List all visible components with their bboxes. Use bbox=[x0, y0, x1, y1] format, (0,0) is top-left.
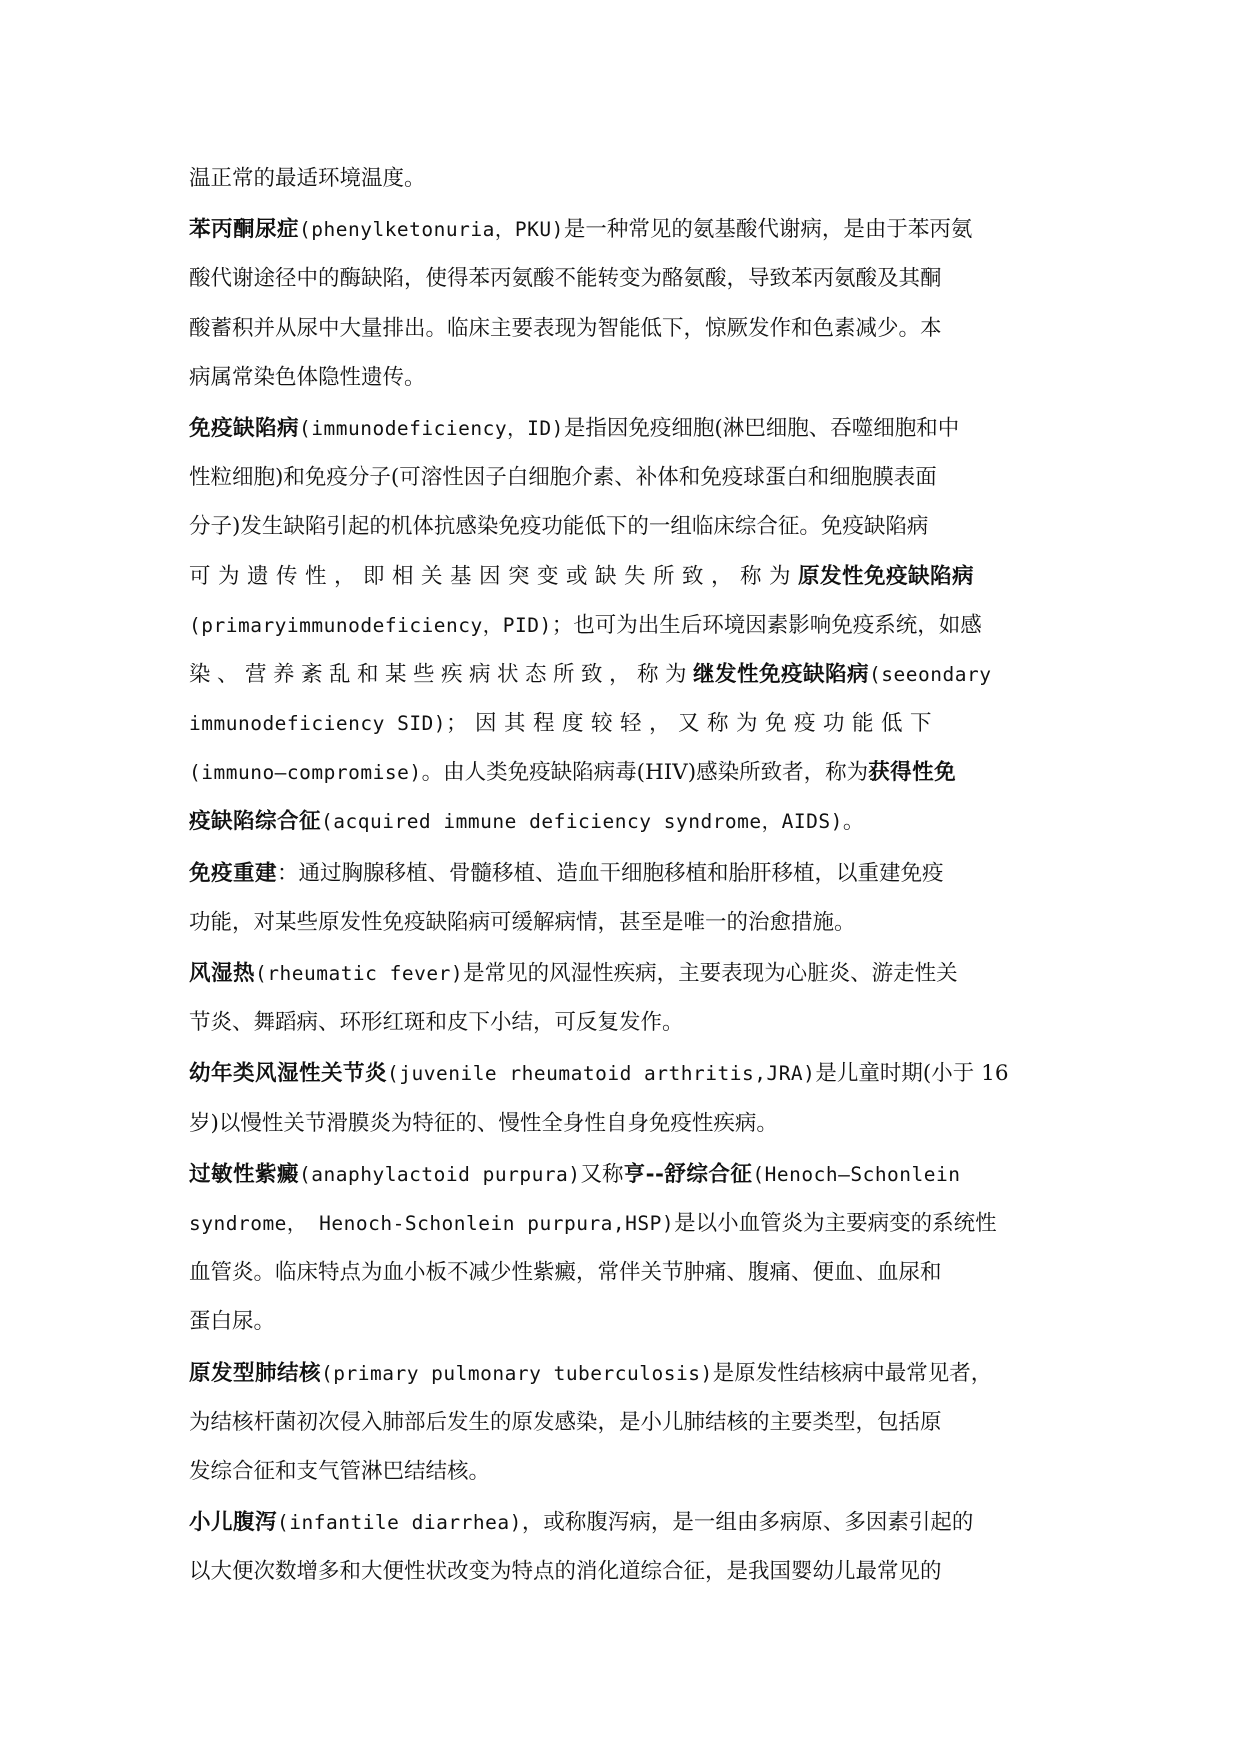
paragraph-text: 节炎、舞蹈病、环形红斑和皮下小结，可反复发作。 bbox=[189, 1010, 684, 1036]
text-line bbox=[189, 748, 1057, 797]
text-line bbox=[189, 205, 1057, 254]
text-line bbox=[189, 1447, 1057, 1496]
text-line bbox=[189, 502, 1057, 551]
paragraph-text: 是指因免疫细胞(淋巴细胞、吞噬细胞和中 bbox=[563, 415, 960, 441]
term-heading: 幼年类风湿性关节炎 bbox=[189, 1061, 388, 1087]
term-heading: 免疫缺陷病 bbox=[189, 415, 300, 441]
document-body bbox=[189, 154, 1057, 1596]
text-line bbox=[189, 453, 1057, 502]
text-line bbox=[189, 849, 1057, 898]
term-abbreviation: (acquired immune deficiency syndrome，AIDS) bbox=[321, 810, 843, 834]
term-abbreviation: (juvenile rheumatoid arthritis,JRA) bbox=[387, 1062, 816, 1086]
text-line bbox=[189, 1199, 1057, 1248]
term-heading: 原发型肺结核 bbox=[189, 1360, 322, 1386]
text-line bbox=[189, 1099, 1057, 1148]
term-abbreviation: (anaphylactoid purpura) bbox=[299, 1162, 581, 1186]
text-line bbox=[189, 304, 1057, 353]
paragraph-text: 染、营养紊乱和某些疾病状态所致，称为 bbox=[189, 661, 694, 687]
paragraph-text: 分子)发生缺陷引起的机体抗感染免疫功能低下的一组临床综合征。免疫缺陷病 bbox=[189, 514, 929, 540]
text-line bbox=[189, 898, 1057, 947]
paragraph-text: 是以小血管炎为主要病变的系统性 bbox=[674, 1210, 997, 1236]
text-line bbox=[189, 1150, 1057, 1199]
paragraph-text: 酸蓄积并从尿中大量排出。临床主要表现为智能低下，惊厥发作和色素减少。本 bbox=[189, 315, 942, 341]
paragraph-text: 。由人类免疫缺陷病毒(HIV)感染所致者，称为 bbox=[421, 760, 869, 786]
paragraph-text: ，或称腹泻病，是一组由多病原、多因素引起的 bbox=[521, 1510, 974, 1536]
paragraph-text: 发综合征和支气管淋巴结结核。 bbox=[189, 1458, 491, 1484]
text-line bbox=[189, 1248, 1057, 1297]
term-heading: 获得性免 bbox=[868, 760, 957, 786]
text-line bbox=[189, 998, 1057, 1047]
term-abbreviation: (immunodeficiency，ID) bbox=[299, 416, 564, 440]
term-heading: 过敏性紫癜 bbox=[189, 1161, 300, 1187]
paragraph-text: ；也可为出生后环境因素影响免疫系统，如感 bbox=[551, 612, 982, 638]
paragraph-text: 以大便次数增多和大便性状改变为特点的消化道综合征，是我国婴幼儿最常见的 bbox=[189, 1559, 942, 1585]
text-line bbox=[189, 949, 1057, 998]
text-line bbox=[189, 1349, 1057, 1398]
term-abbreviation: (primaryimmunodeficiency，PID) bbox=[189, 613, 552, 637]
text-line bbox=[189, 650, 1057, 699]
term-abbreviation: syndrome， Henoch-Schonlein purpura,HSP) bbox=[189, 1211, 675, 1235]
text-line bbox=[189, 1547, 1057, 1596]
text-line bbox=[189, 1049, 1057, 1098]
term-heading: 风湿热 bbox=[189, 961, 256, 986]
paragraph-text: 是儿童时期(小于 16 bbox=[815, 1061, 1009, 1087]
text-line bbox=[189, 1297, 1057, 1346]
term-abbreviation: (rheumatic fever) bbox=[255, 962, 464, 985]
paragraph-text: ；因其程度较轻，又称为免疫功能低下 bbox=[446, 711, 940, 737]
paragraph-text: 性粒细胞)和免疫分子(可溶性因子白细胞介素、补体和免疫球蛋白和细胞膜表面 bbox=[189, 465, 937, 491]
paragraph-text: 温正常的最适环境温度。 bbox=[189, 166, 426, 191]
paragraph-text: 功能，对某些原发性免疫缺陷病可缓解病情，甚至是唯一的治愈措施。 bbox=[189, 909, 856, 935]
term-heading: 疫缺陷综合征 bbox=[189, 809, 322, 835]
text-line bbox=[189, 601, 1057, 650]
text-line bbox=[189, 1498, 1057, 1547]
paragraph-text: 是原发性结核病中最常见者， bbox=[712, 1360, 993, 1386]
term-abbreviation: (phenylketonuria，PKU) bbox=[299, 218, 564, 242]
text-line bbox=[189, 353, 1057, 402]
text-line bbox=[189, 404, 1057, 453]
term-abbreviation: (seeondary bbox=[869, 662, 992, 686]
term-heading: 继发性免疫缺陷病 bbox=[693, 661, 870, 687]
paragraph-text: 酸代谢途径中的酶缺陷，使得苯丙氨酸不能转变为酪氨酸，导致苯丙氨酸及其酮 bbox=[189, 266, 942, 292]
term-heading: 免疫重建 bbox=[189, 860, 278, 886]
text-line bbox=[189, 797, 1057, 846]
term-heading: 原发性免疫缺陷病 bbox=[798, 563, 975, 589]
paragraph-text: 是一种常见的氨基酸代谢病，是由于苯丙氨 bbox=[563, 217, 973, 243]
text-line bbox=[189, 254, 1057, 303]
paragraph-text: 病属常染色体隐性遗传。 bbox=[189, 364, 426, 390]
paragraph-text: 蛋白尿。 bbox=[189, 1309, 276, 1335]
term-abbreviation: (infantile diarrhea) bbox=[277, 1511, 522, 1535]
text-line bbox=[189, 699, 1057, 748]
term-heading: 小儿腹泻 bbox=[189, 1510, 278, 1536]
paragraph-text: 可为遗传性，即相关基因突变或缺失所致，称为 bbox=[189, 563, 799, 589]
paragraph-text: 是常见的风湿性疾病，主要表现为心脏炎、游走性关 bbox=[463, 961, 958, 986]
term-abbreviation: (Henoch—Schonlein bbox=[752, 1162, 961, 1186]
paragraph-text: 岁)以慢性关节滑膜炎为特征的、慢性全身性自身免疫性疾病。 bbox=[189, 1110, 778, 1136]
text-line bbox=[189, 1398, 1057, 1447]
term-abbreviation: (immuno—compromise) bbox=[189, 761, 422, 785]
paragraph-text: ：通过胸腺移植、骨髓移植、造血干细胞移植和胎肝移植，以重建免疫 bbox=[277, 860, 944, 886]
text-line bbox=[189, 154, 1057, 203]
paragraph-text: 为结核杆菌初次侵入肺部后发生的原发感染，是小儿肺结核的主要类型，包括原 bbox=[189, 1409, 942, 1435]
term-heading: 苯丙酮尿症 bbox=[189, 217, 300, 243]
paragraph-text: 血管炎。临床特点为血小板不减少性紫癜，常伴关节肿痛、腹痛、便血、血尿和 bbox=[189, 1260, 942, 1286]
term-heading: 亨--舒综合征 bbox=[623, 1161, 753, 1187]
paragraph-text: 又称 bbox=[580, 1161, 624, 1187]
paragraph-text: 。 bbox=[842, 809, 865, 835]
term-abbreviation: immunodeficiency SID) bbox=[189, 712, 447, 736]
text-line bbox=[189, 552, 1057, 601]
term-abbreviation: (primary pulmonary tuberculosis) bbox=[321, 1361, 713, 1385]
